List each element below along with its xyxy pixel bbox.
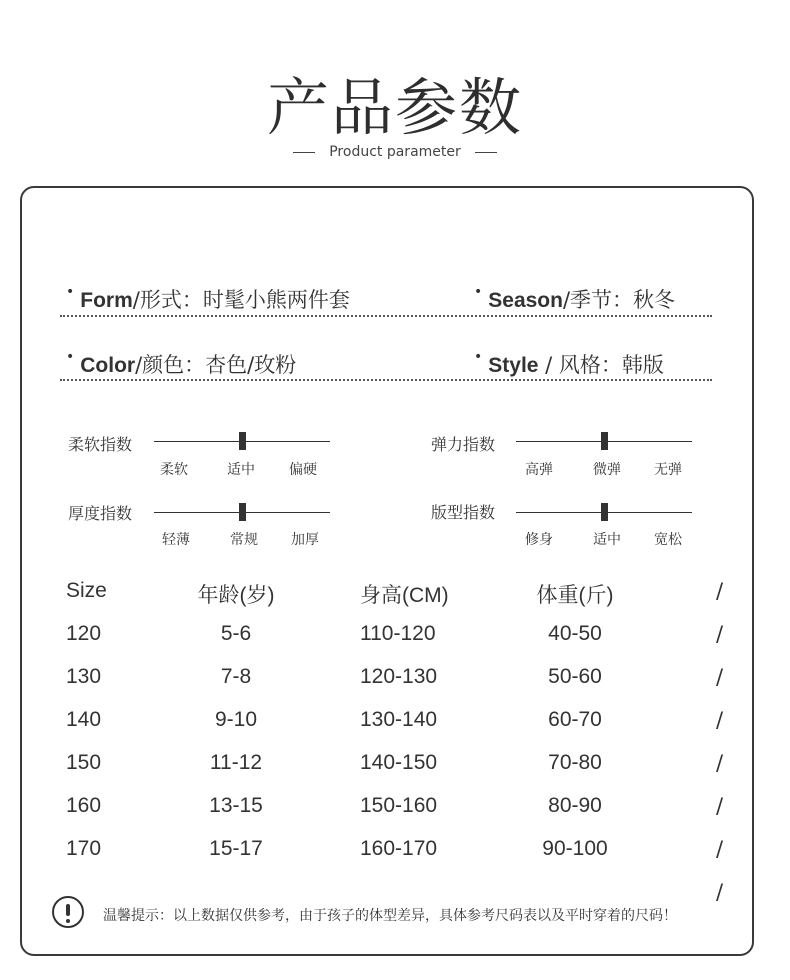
cell-height: 140-150 xyxy=(360,751,438,774)
slider-tick: 加厚 xyxy=(291,532,319,548)
cell-weight: 70-80 xyxy=(548,751,602,774)
slider-tick: 修身 xyxy=(525,532,553,548)
header-size: Size xyxy=(66,579,107,602)
cell-age: 11-12 xyxy=(209,751,263,774)
exclamation-bar xyxy=(66,904,70,916)
bullet: • xyxy=(66,349,75,365)
slider-fit-label: 版型指数 xyxy=(431,503,496,522)
attr-style-key: Style xyxy=(488,354,539,377)
cell-slash: / xyxy=(716,794,724,818)
slider-knob xyxy=(239,432,246,450)
cell-age: 15-17 xyxy=(209,837,263,860)
cell-slash: / xyxy=(716,837,724,861)
cell-height: 130-140 xyxy=(360,708,438,731)
cell-size: 130 xyxy=(66,665,102,688)
slider-tick: 高弹 xyxy=(525,462,553,478)
notice-text: 温馨提示：以上数据仅供参考，由于孩子的体型差异，具体参考尺码表以及平时穿着的尺码！ xyxy=(103,908,677,924)
exclamation-dot xyxy=(66,919,70,923)
slider-tick: 轻薄 xyxy=(162,532,190,548)
cell-height: 110-120 xyxy=(360,622,436,645)
slider-tick: 偏硬 xyxy=(289,462,317,478)
header-weight: 体重(斤) xyxy=(536,584,614,607)
cell-slash: / xyxy=(716,665,724,689)
attr-color-key: Color xyxy=(80,354,136,377)
slider-knob xyxy=(239,503,246,521)
bullet: • xyxy=(474,349,483,365)
slider-tick: 适中 xyxy=(593,532,621,548)
slider-tick: 适中 xyxy=(227,462,255,478)
attr-form-value: /形式：时髦小熊两件套 xyxy=(132,288,350,312)
cell-weight: 80-90 xyxy=(548,794,602,817)
page-title: 产品参数 xyxy=(266,71,523,144)
attr-form-key: Form xyxy=(80,289,133,312)
attr-season xyxy=(474,284,675,314)
slider-tick: 柔软 xyxy=(160,462,188,478)
slider-tick: 宽松 xyxy=(654,532,682,548)
page-subtitle xyxy=(0,144,790,160)
attr-style-value: / 风格：韩版 xyxy=(538,353,664,377)
cell-height: 150-160 xyxy=(360,794,438,817)
cell-size: 160 xyxy=(66,794,102,817)
subtitle-text: Product parameter xyxy=(329,144,461,160)
cell-size: 150 xyxy=(66,751,102,774)
cell-weight: 60-70 xyxy=(548,708,602,731)
bullet: • xyxy=(474,284,483,300)
cell-size: 120 xyxy=(66,622,102,645)
cell-age: 9-10 xyxy=(214,708,258,731)
slider-softness-label: 柔软指数 xyxy=(68,435,133,454)
cell-height: 160-170 xyxy=(360,837,438,860)
attr-color-value: /颜色：杏色/玫粉 xyxy=(135,353,297,377)
slider-tick: 无弹 xyxy=(654,462,682,478)
cell-size: 170 xyxy=(66,837,102,860)
bullet: • xyxy=(66,284,75,300)
cell-age: 13-15 xyxy=(209,794,263,817)
divider-right xyxy=(475,152,497,153)
header-height: 身高(CM) xyxy=(360,584,449,607)
divider-left xyxy=(293,152,315,153)
slider-thickness-label: 厚度指数 xyxy=(68,504,133,523)
dotted-divider xyxy=(60,315,712,317)
cell-slash: / xyxy=(716,708,724,732)
slider-knob xyxy=(601,503,608,521)
slider-tick: 常规 xyxy=(230,532,258,548)
slider-knob xyxy=(601,432,608,450)
cell-slash: / xyxy=(716,622,724,646)
cell-size: 140 xyxy=(66,708,102,731)
cell-weight: 90-100 xyxy=(542,837,608,860)
header-slash: / xyxy=(716,579,724,603)
cell-height: 120-130 xyxy=(360,665,438,688)
cell-weight: 40-50 xyxy=(548,622,602,645)
attr-style xyxy=(474,349,664,379)
attr-form xyxy=(66,284,350,314)
exclamation-icon xyxy=(52,896,84,928)
dotted-divider xyxy=(60,379,712,381)
cell-slash: / xyxy=(716,751,724,775)
attr-season-value: /季节：秋冬 xyxy=(562,288,676,312)
cell-age: 7-8 xyxy=(220,665,252,688)
attr-season-key: Season xyxy=(488,289,563,312)
slider-elasticity-label: 弹力指数 xyxy=(431,435,496,454)
header-age: 年龄(岁) xyxy=(197,584,275,607)
attr-color xyxy=(66,349,296,379)
cell-age: 5-6 xyxy=(220,622,252,645)
cell-weight: 50-60 xyxy=(548,665,602,688)
trailing-slash: / xyxy=(716,880,724,904)
slider-tick: 微弹 xyxy=(593,462,621,478)
